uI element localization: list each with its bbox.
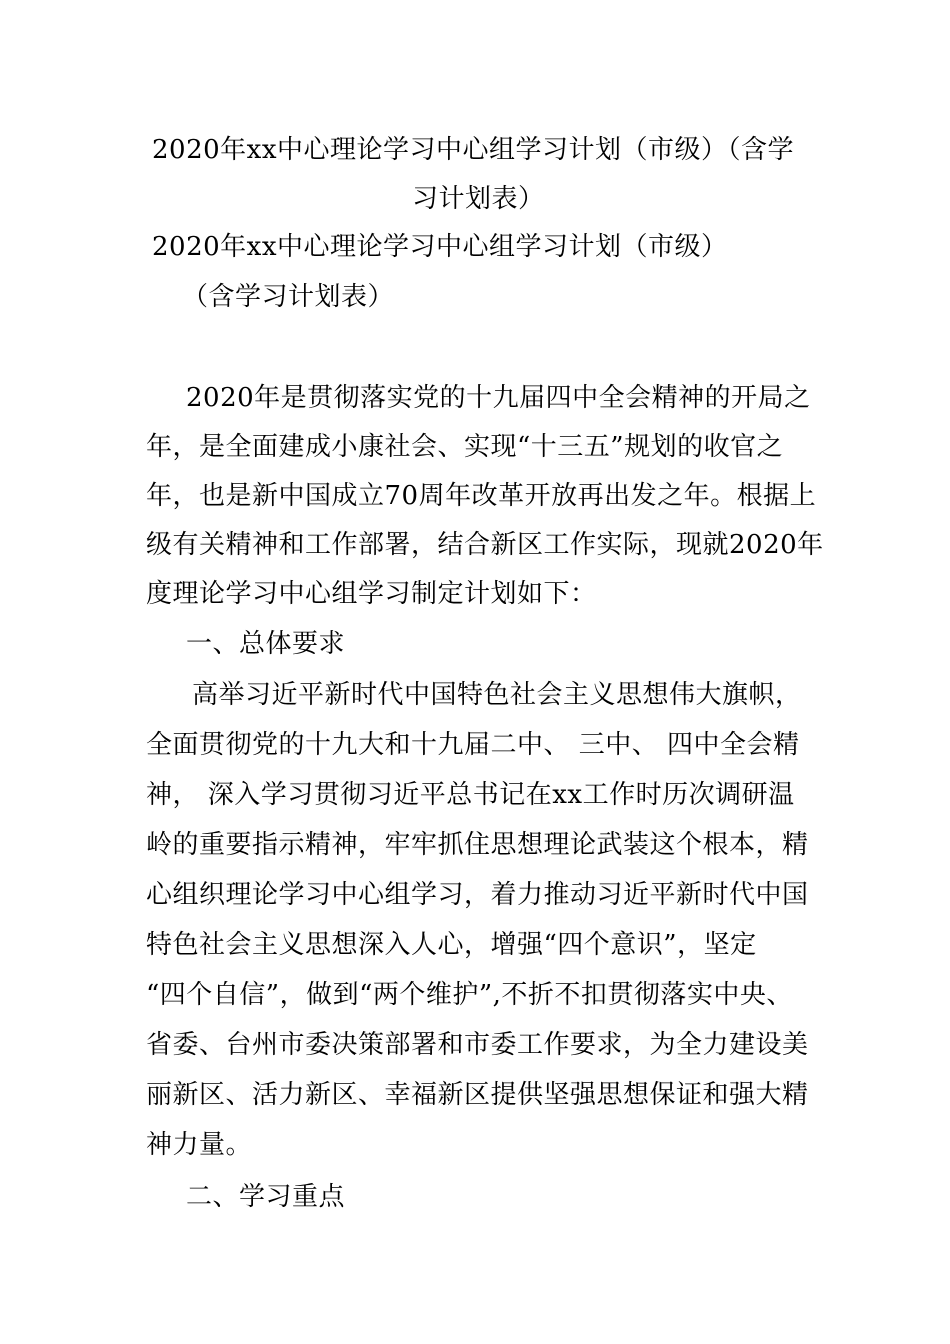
intro-line: 2020年是贯彻落实党的十九届四中全会精神的开局之 bbox=[186, 383, 811, 413]
body-line: 神力量。 bbox=[146, 1130, 253, 1160]
intro-line: 度理论学习中心组学习制定计划如下： bbox=[146, 579, 597, 609]
body-line: 神， 深入学习贯彻习近平总书记在xx工作时历次调研温 bbox=[146, 780, 795, 810]
title-line-2: 习计划表） bbox=[412, 184, 545, 214]
title-line-1: 2020年xx中心理论学习中心组学习计划（市级）（含学 bbox=[152, 135, 794, 165]
subtitle-line-1: 2020年xx中心理论学习中心组学习计划（市级） bbox=[152, 232, 728, 262]
intro-line: 级有关精神和工作部署，结合新区工作实际，现就2020年 bbox=[146, 530, 824, 560]
intro-line: 年，也是新中国成立70周年改革开放再出发之年。根据上 bbox=[146, 481, 817, 511]
section-heading-general-requirements: 一、总体要求 bbox=[186, 629, 346, 659]
body-line: “四个自信”，做到“两个维护”,不折不扣贯彻落实中央、 bbox=[146, 980, 793, 1010]
body-line: 全面贯彻党的十九大和十九届二中、 三中、 四中全会精 bbox=[146, 730, 800, 760]
body-line: 高举习近平新时代中国特色社会主义思想伟大旗帜， bbox=[192, 680, 802, 710]
body-line: 特色社会主义思想深入人心，增强“四个意识”，坚定 bbox=[146, 930, 757, 960]
subtitle-line-2: （含学习计划表） bbox=[182, 282, 395, 312]
body-line: 岭的重要指示精神，牢牢抓住思想理论武装这个根本，精 bbox=[146, 830, 809, 860]
intro-line: 年，是全面建成小康社会、实现“十三五”规划的收官之 bbox=[146, 432, 784, 462]
section-heading-study-focus: 二、学习重点 bbox=[186, 1182, 346, 1212]
body-line: 省委、台州市委决策部署和市委工作要求，为全力建设美 bbox=[146, 1030, 809, 1060]
body-line: 心组织理论学习中心组学习，着力推动习近平新时代中国 bbox=[146, 880, 809, 910]
body-line: 丽新区、活力新区、幸福新区提供坚强思想保证和强大精 bbox=[146, 1080, 809, 1110]
